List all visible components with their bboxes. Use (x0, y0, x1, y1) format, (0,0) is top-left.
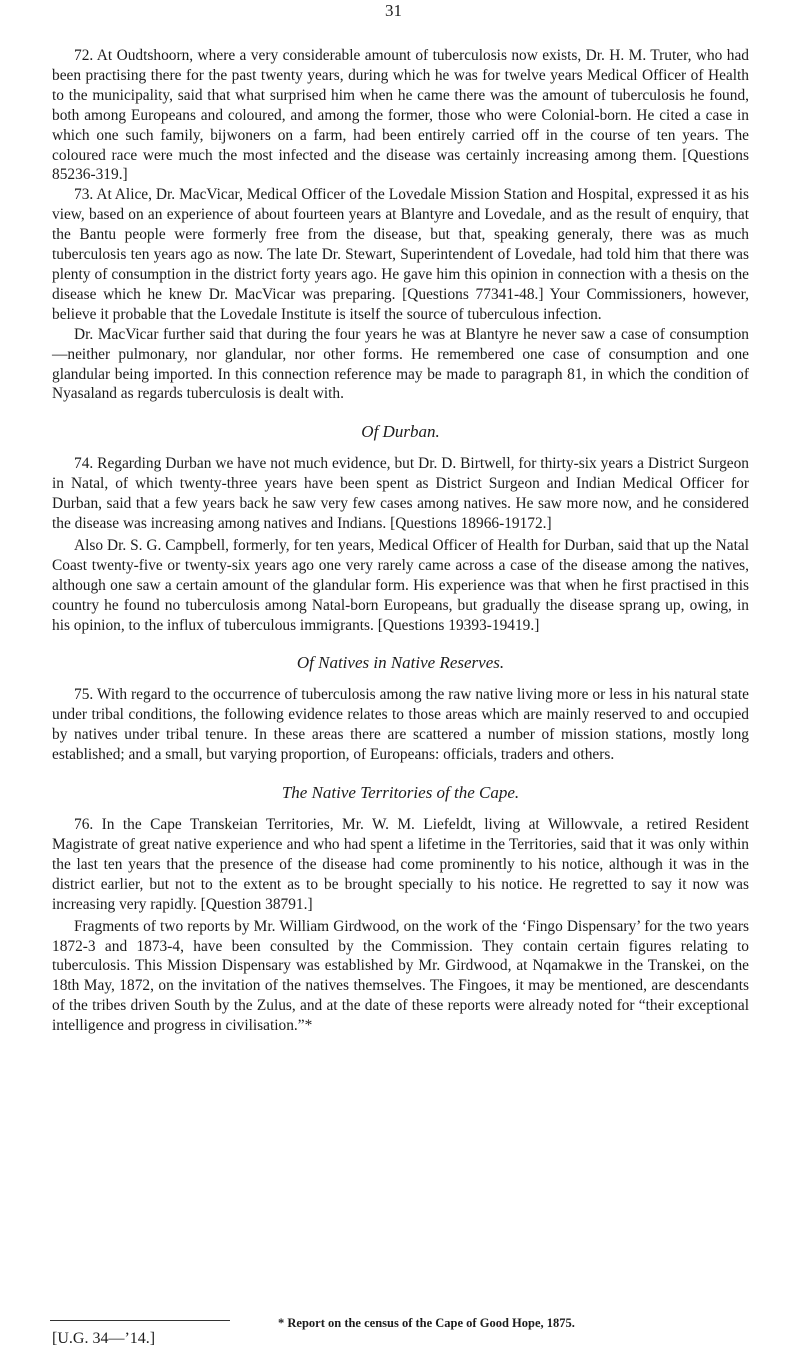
paragraph-73: 73. At Alice, Dr. MacVicar, Medical Officer of the Lovedale Mission Station and Hospital, expressed it as his view, based on an experience of about fourteen years at Blantyre and Lovedale, and as the result of enquiry, that the Bantu people were formerly free from the disease, but that, speaking generaly, there was as much tuberculosis ten years ago as now. The late Dr. Stewart, Superintendent of Lovedale, had told him that there was plenty of consumption in the district forty years ago. He gave him this opinion in connection with a thesis on the disease which he knew Dr. MacVicar was preparing. [Questions 77341-48.] Your Commissioners, however, believe it probable that the Lovedale Institute is itself the source of tuberculous infection. (52, 186, 749, 323)
footnote: * Report on the census of the Cape of Good Hope, 1875. (278, 1316, 575, 1330)
paragraph-73-continued: Dr. MacVicar further said that during the four years he was at Blantyre he never saw a case of consumption—neither pulmonary, nor glandular, nor other forms. He remembered one case of consumption and one glandular being imported. In this connection reference may be made to paragraph 81, in which the condition of Nyasaland as regards tuberculosis is dealt with. (52, 325, 749, 403)
section-heading-native-reserves: Of Natives in Native Reserves. (296, 653, 505, 673)
paragraph-76: 76. In the Cape Transkeian Territories, Mr. W. M. Liefeldt, living at Willowvale, a retired Resident Magistrate of great native experience and who had spent a lifetime in the Territories, said that it was only within the last ten years that the presence of the disease had come prominently to his notice, although it was in the district earlier, but not to the extent as to be brought specially to his notice. He regretted to say it now was increasing very rapidly. [Question 38791.] (52, 816, 749, 913)
paragraph-72: 72. At Oudtshoorn, where a very considerable amount of tuberculosis now exists, Dr. H. M. Truter, who had been practising there for the past twenty years, during which he was for twelve years Medical Officer of Health to the municipality, said that what surprised him when he came there was the amount of tuberculosis he found, both among Europeans and coloured, and among the former, those who were Colonial-born. He cited a case in which one such family, bijwoners on a farm, had been entirely carried off in the course of ten years. The coloured race were much the most infected and the disease was certainly increasing among them. [Questions 85236-319.] (52, 47, 749, 184)
paragraph-75: 75. With regard to the occurrence of tuberculosis among the raw native living more or less in his natural state under tribal conditions, the following evidence relates to those areas which are mainly reserved to and occupied by natives under tribal tenure. In these areas there are scattered a number of mission stations, mostly long established; and a small, but varying proportion, of Europeans: officials, traders and others. (52, 686, 749, 764)
body-text (52, 46, 749, 1036)
footnote-rule (50, 1320, 230, 1321)
section-heading-durban: Of Durban. (361, 422, 440, 442)
paragraph-74-continued: Also Dr. S. G. Campbell, formerly, for ten years, Medical Officer of Health for Durban, said that up the Natal Coast twenty-five or twenty-six years ago one very rarely came across a case of the disease among the natives, although one saw a certain amount of the glandular form. His experience was that when he first practised in this country he found no tuberculosis among Natal-born Europeans, but gradually the disease sprang up, owing, in his opinion, to the influx of tuberculous immigrants. [Questions 19393-19419.] (52, 536, 749, 634)
imprint-code: [U.G. 34—’14.] (52, 1330, 156, 1347)
paragraph-76-continued: Fragments of two reports by Mr. William Girdwood, on the work of the ‘Fingo Dispensary’ for the two years 1872-3 and 1873-4, have been consulted by the Commission. They contain certain figures relating to tuberculosis. This Mission Dispensary was established by Mr. Girdwood, at Nqamakwe in the Transkei, on the 18th May, 1872, on the invitation of the natives themselves. The Fingoes, it may be mentioned, are descendants of the tribes driven South by the Zulus, and at the date of these reports were already noted for “their exceptional intelligence and progress in civilisation.”* (52, 917, 749, 1035)
paragraph-74: 74. Regarding Durban we have not much evidence, but Dr. D. Birtwell, for thirty-six years a District Surgeon in Natal, of which twenty-three years have been spent as District Surgeon and Indian Medical Officer for Durban, said that a few years back he saw very few cases among natives. He saw more now, and he considered the disease was increasing among natives and Indians. [Questions 18966-19172.] (52, 455, 749, 533)
section-heading-cape-territories: The Native Territories of the Cape. (281, 783, 520, 803)
page-number: 31 (385, 1, 402, 20)
